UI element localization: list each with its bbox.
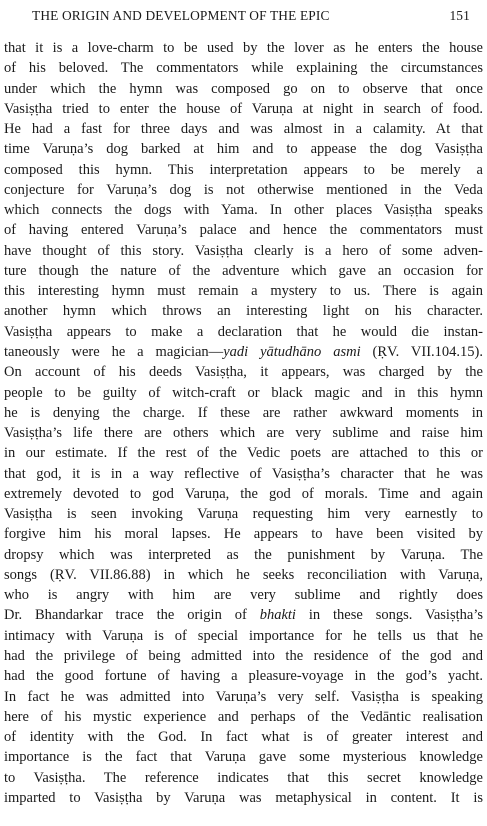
text-line: Vasiṣṭha tried to enter the house of Varuṇa at night in search of food.: [4, 100, 483, 117]
text-line: another hymn which throws an interesting light on his character.: [4, 303, 483, 320]
text-line: importance is the fact that Varuṇa gave some mysterious knowledge: [4, 749, 483, 766]
text-line: of identity with the God. In fact what is of greater interest and: [4, 729, 483, 746]
text-line: that god, it is in a way reflective of Vasiṣṭha’s character that he was: [4, 465, 483, 482]
text-segment: Dr. Bhandarkar trace the origin of: [4, 607, 260, 624]
text-line: have thought of this story. Vasiṣṭha clearly is a hero of some adven-: [4, 242, 483, 259]
text-line: in our estimate. If the rest of the Vedic poets are attached to this or: [4, 445, 483, 462]
running-head: [24, 8, 480, 26]
text-line: songs (ṚV. VII.86.88) in which he seeks reconciliation with Varuṇa,: [4, 566, 483, 583]
text-line: [4, 342, 483, 362]
text-line: In fact he was admitted into Varuṇa’s very self. Vasiṣṭha is speaking: [4, 688, 483, 705]
text-line: extremely devoted to god Varuṇa, the god of morals. Time and again: [4, 485, 483, 502]
text-segment: (ṚV. VII.104.15).: [360, 343, 483, 360]
text-line: forgive him his moral lapses. He appears to have been visited by: [4, 526, 483, 543]
text-line: here of his mystic experience and perhaps of the Vedāntic realisation: [4, 708, 483, 725]
text-line: On account of his deeds Vasiṣṭha, it appears, was charged by the: [4, 364, 483, 381]
text-line: which connects the dogs with Yama. In other places Vasiṣṭha speaks: [4, 202, 483, 219]
text-line: [4, 605, 483, 625]
text-line: to Vasiṣṭha. The reference indicates that this secret knowledge: [4, 769, 483, 786]
text-line: composed this hymn. This interpretation appears to be merely a: [4, 161, 483, 178]
text-line: of his beloved. The commentators while explaining the circumstances: [4, 60, 483, 77]
page-number: 151: [449, 8, 470, 23]
text-line: that it is a love-charm to be used by the lover as he enters the house: [4, 40, 483, 56]
text-line: Vasiṣṭha’s life there are others which are very sublime and raise him: [4, 425, 483, 442]
text-line: he is denying the charge. If these are rather awkward moments in: [4, 404, 483, 421]
text-line: dropsy which was interpreted as the punishment by Varuṇa. The: [4, 546, 483, 563]
text-line: people to be guilty of witch-craft or black magic and in this hymn: [4, 384, 483, 401]
text-line: ture though the nature of the adventure which gave an occasion for: [4, 262, 483, 279]
text-line: imparted to Vasiṣṭha by Varuṇa was metaphysical in content. It is: [4, 789, 483, 806]
text-line: Vasiṣṭha is seen invoking Varuṇa requesting him very earnestly to: [4, 506, 483, 523]
sanskrit-quote: yadi yātudhāno asmi: [223, 343, 361, 360]
text-line: time Varuṇa’s dog barked at him and to appease the dog Vasiṣṭha: [4, 141, 483, 158]
text-line: who is angry with him are very sublime and rightly does: [4, 587, 483, 604]
text-line: this interesting hymn must remain a mystery to us. There is again: [4, 283, 483, 300]
text-line: had the good fortune of having a pleasure-voyage in the god’s yacht.: [4, 668, 483, 685]
text-line: conjecture for Varuṇa’s dog is not otherwise mentioned in the Veda: [4, 181, 483, 198]
text-line: He had a fast for three days and was almost in a calamity. At that: [4, 121, 483, 138]
text-line: under which the hymn was composed go on to observe that once: [4, 80, 483, 97]
italic-term: bhakti: [259, 607, 296, 624]
body-text: [4, 38, 483, 808]
text-line: Vasiṣṭha appears to make a declaration that he would die instan-: [4, 323, 483, 340]
text-segment: in these songs. Vasiṣṭha’s: [295, 607, 483, 624]
text-line: had the privilege of being admitted into the residence of the god and: [4, 647, 483, 664]
text-segment: taneously were he a magician—: [4, 343, 224, 360]
running-title: THE ORIGIN AND DEVELOPMENT OF THE EPIC: [32, 8, 330, 23]
text-line: intimacy with Varuṇa is of special importance for he tells us that he: [4, 627, 483, 644]
text-line: of having entered Varuṇa’s palace and hence the commentators must: [4, 222, 483, 239]
